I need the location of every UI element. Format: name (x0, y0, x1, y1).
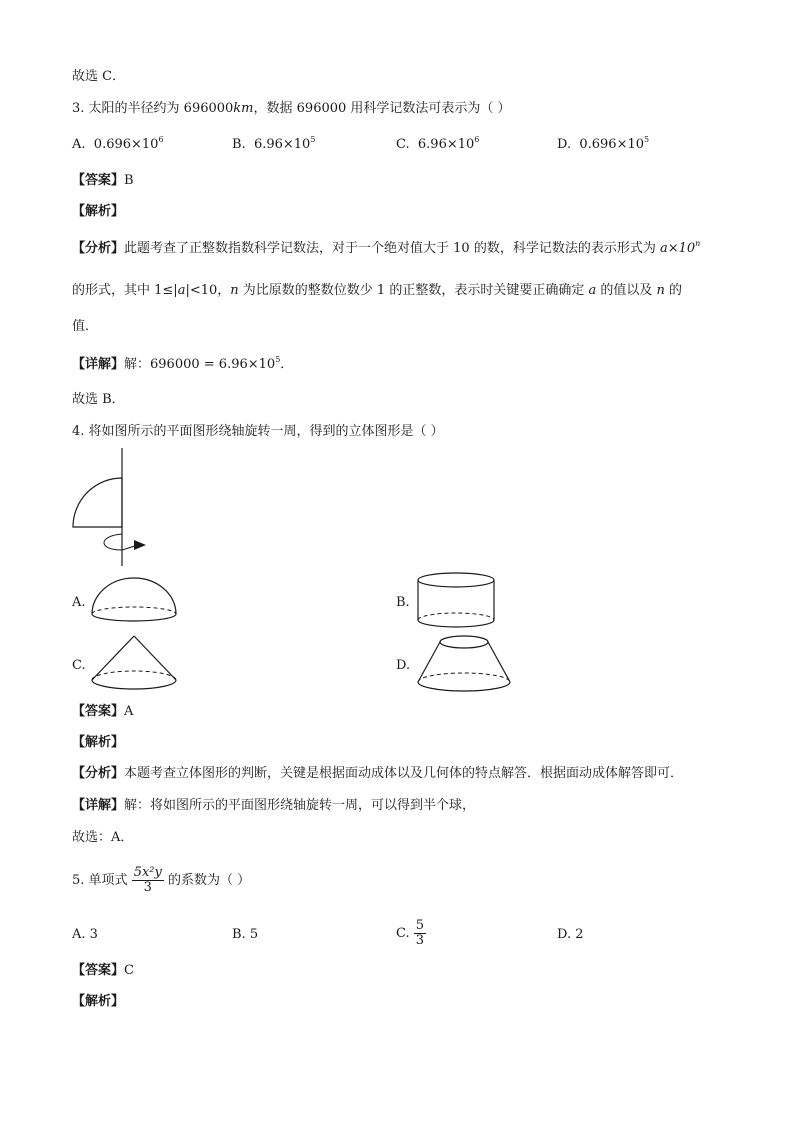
q3-option-b (232, 136, 315, 154)
q3-option-c-label: C. (396, 137, 410, 152)
q4-detail-text: 解：将如图所示的平面图形绕轴旋转一周，可以得到半个球， (124, 798, 476, 813)
q4-detail-tag: 【详解】 (72, 798, 125, 813)
q5-option-a: A. 3 (72, 927, 98, 942)
q4-detail (72, 797, 475, 815)
q5-option-d: D. 2 (557, 927, 584, 942)
q3-option-c (396, 136, 479, 154)
q5-stem-prefix: 5. 单项式 (72, 873, 128, 888)
q3-detail (72, 356, 293, 374)
q3-option-d-label: D. (557, 137, 572, 152)
q5-frac-num: 5x²y (133, 865, 162, 880)
q3-stem-unit: km (233, 101, 254, 116)
q3-detail-end: ． (280, 357, 294, 372)
q3-fenxi-t2c: |<10， (185, 283, 231, 298)
q4-fenxi-tag: 【分析】 (72, 766, 125, 781)
q4-option-d-label: D. (396, 658, 411, 673)
q3-stem-prefix: 3. 太阳的半径约为 696000 (72, 101, 234, 116)
q5-option-c (396, 914, 426, 954)
q3-fenxi-formula: a×10 (659, 241, 696, 256)
q5-fraction (132, 866, 164, 895)
q4-analysis-tag (72, 734, 124, 752)
q5-frac-den: 3 (143, 880, 152, 895)
q5-option-b: B. 5 (232, 927, 259, 942)
q3-detail-tag: 【详解】 (72, 357, 125, 372)
q5-analysis-label: 【解析】 (72, 994, 125, 1009)
q3-option-b-exp: 5 (310, 135, 316, 144)
q5-analysis-tag (72, 993, 124, 1011)
q3-fenxi-exp-n: n (695, 239, 701, 248)
q5-option-c-den: 3 (415, 933, 425, 948)
q3-fenxi-line2 (72, 282, 682, 300)
q3-option-c-exp: 6 (474, 135, 480, 144)
q4-conclusion: 故选：A． (72, 830, 134, 845)
q5-answer-value: C (124, 963, 134, 978)
q3-option-a-mantissa: 0.696×10 (93, 137, 159, 152)
q3-analysis-label: 【解析】 (72, 204, 125, 219)
q3-fenxi-t2f: a (588, 283, 597, 298)
q5-option-c-label: C. (396, 926, 410, 941)
q3-fenxi-line3: 值． (72, 319, 99, 334)
q4-fenxi-text: 本题考查立体图形的判断，关键是根据面动成体以及几何体的特点解答．根据面动成体解答即可． (124, 766, 684, 781)
q3-stem (72, 100, 511, 118)
q3-option-a (72, 136, 164, 154)
q3-fenxi-t2h: n (656, 283, 665, 298)
q3-fenxi-line1 (72, 240, 700, 258)
q4-stem: 4. 将如图所示的平面图形绕轴旋转一周，得到的立体图形是（ ） (72, 424, 444, 439)
q4-option-c-label: C. (72, 658, 86, 673)
q5-option-c-fraction (414, 919, 426, 948)
q3-fenxi-t2i: 的 (664, 283, 683, 298)
q5-stem (72, 864, 250, 898)
q3-answer (72, 172, 134, 190)
q3-option-c-mantissa: 6.96×10 (417, 137, 475, 152)
q4-option-d-frustum (414, 630, 514, 696)
q4-answer-tag: 【答案】 (72, 704, 125, 719)
q4-option-b-cylinder (414, 570, 498, 632)
q4-option-b-label: B. (396, 595, 410, 610)
q3-fenxi-tag: 【分析】 (72, 241, 125, 256)
q3-fenxi-t2a: 的形式，其中 1≤| (72, 283, 178, 298)
q3-fenxi-text1: 此题考查了正整数指数科学记数法，对于一个绝对值大于 10 的数，科学记数法的表示形式为 (124, 241, 660, 256)
q3-option-a-exp: 6 (158, 135, 164, 144)
q3-option-d (557, 136, 649, 154)
q3-answer-tag: 【答案】 (72, 173, 125, 188)
q5-answer-tag: 【答案】 (72, 963, 125, 978)
q3-fenxi-t2d: n (230, 283, 239, 298)
q5-option-c-num: 5 (415, 918, 425, 933)
q3-fenxi-t2b: a (177, 283, 186, 298)
q4-option-c-cone (88, 632, 180, 694)
q3-option-b-mantissa: 6.96×10 (253, 137, 311, 152)
q3-answer-value: B (124, 173, 134, 188)
q3-detail-text: 解：696000 = 6.96×10 (124, 357, 276, 372)
q3-option-d-exp: 5 (644, 135, 650, 144)
q3-stem-suffix: ，数据 696000 用科学记数法可表示为（ ） (253, 101, 511, 116)
q3-detail-exp: 5 (275, 355, 281, 364)
q4-analysis-label: 【解析】 (72, 735, 125, 750)
q3-option-b-label: B. (232, 137, 246, 152)
prev-conclusion: 故选 C． (72, 69, 126, 84)
q3-analysis-tag (72, 203, 124, 221)
q3-option-a-label: A. (72, 137, 86, 152)
q3-option-d-mantissa: 0.696×10 (579, 137, 645, 152)
q5-stem-suffix: 的系数为（ ） (168, 873, 251, 888)
q3-conclusion: 故选 B． (72, 392, 125, 407)
q4-fenxi (72, 765, 683, 783)
q4-answer (72, 703, 133, 721)
q4-rotation-figure (60, 448, 160, 568)
q3-fenxi-t2g: 的值以及 (596, 283, 657, 298)
q4-option-a-hemisphere (88, 574, 180, 624)
q3-fenxi-t2e: 为比原数的整数位数少 1 的正整数，表示时关键要正确确定 (238, 283, 589, 298)
q4-option-a-label: A. (72, 595, 86, 610)
q4-answer-value: A (124, 704, 134, 719)
q5-answer (72, 962, 134, 980)
